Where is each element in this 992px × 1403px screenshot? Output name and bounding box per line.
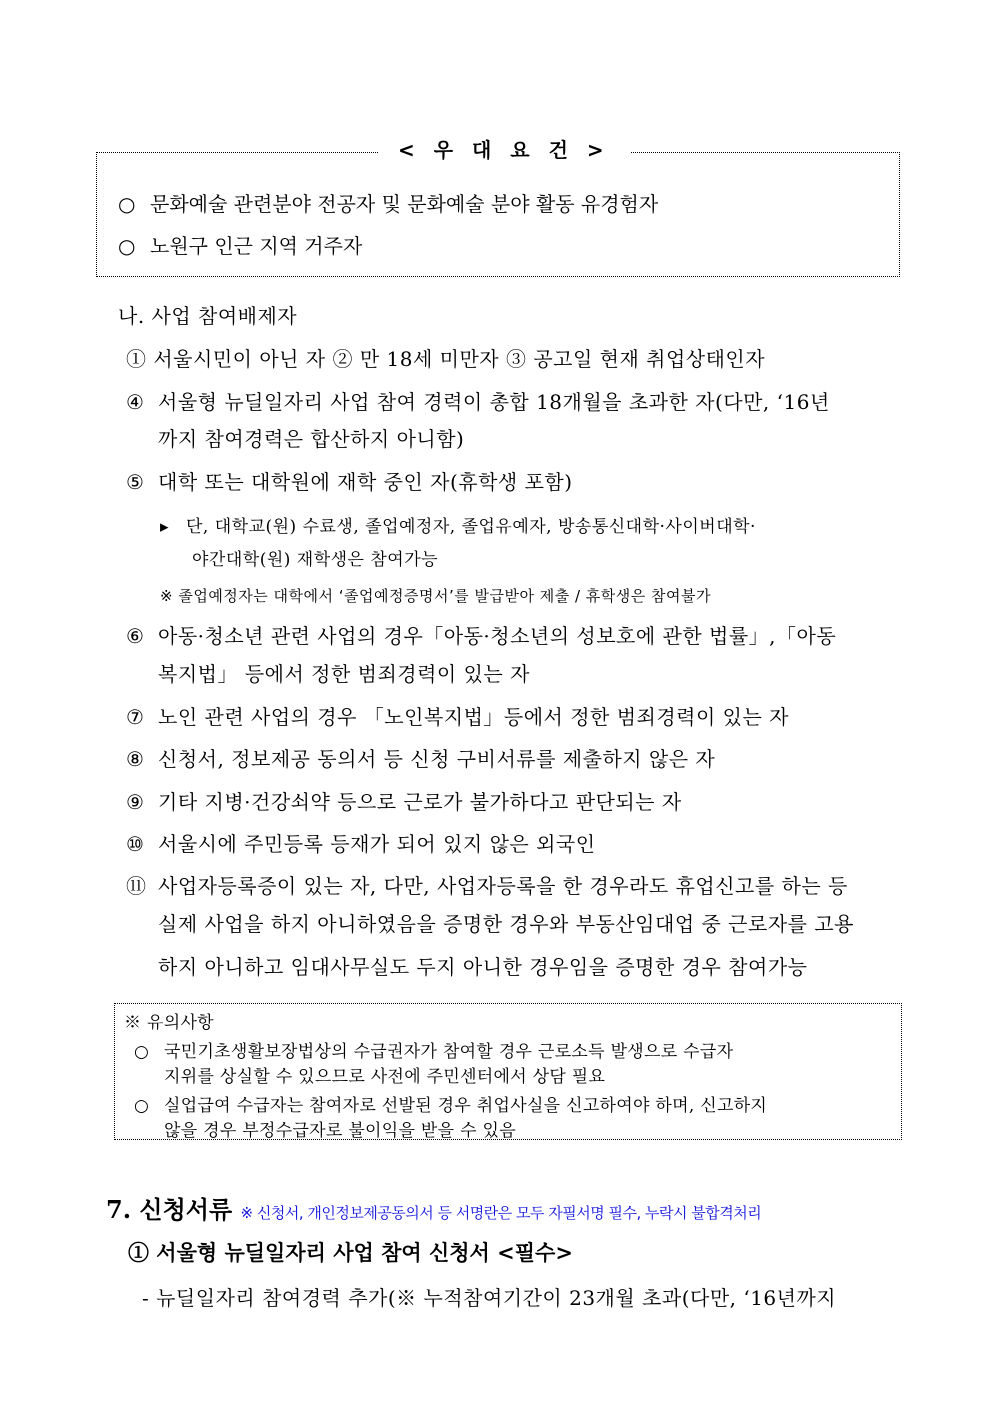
exclusion-item: ⑥ 아동·청소년 관련 사업의 경우「아동·청소년의 성보호에 관한 법률」,「아동 <box>126 624 837 648</box>
required-document-item: ① 서울형 뉴딜일자리 사업 참여 신청서 <필수> <box>128 1240 573 1265</box>
circle-bullet-icon: ○ <box>118 192 136 216</box>
exclusion-item: ⑦ 노인 관련 사업의 경우 「노인복지법」등에서 정한 범죄경력이 있는 자 <box>126 705 789 729</box>
required-document-sub-item: - 뉴딜일자리 참여경력 추가(※ 누적참여기간이 23개월 초과(다만, ‘16년까지 <box>142 1286 837 1310</box>
exclusion-item: ① 서울시민이 아닌 자 ② 만 18세 미만자 ③ 공고일 현재 취업상태인자 <box>126 347 766 371</box>
caution-item: ○ 국민기초생활보장법상의 수급권자가 참여할 경우 근로소득 발생으로 수급자 <box>134 1042 734 1062</box>
exclusion-item: ④ 서울형 뉴딜일자리 사업 참여 경력이 총합 18개월을 초과한 자(다만, ‘16년 <box>126 390 830 414</box>
caution-item-continuation: 지위를 상실할 수 있으므로 사전에 주민센터에서 상담 필요 <box>164 1067 606 1087</box>
circle-bullet-icon: ○ <box>118 234 136 258</box>
exclusion-item-continuation: 하지 아니하고 임대사무실도 두지 아니한 경우임을 증명한 경우 참여가능 <box>158 955 808 979</box>
exclusion-item: ⑩ 서울시에 주민등록 등재가 되어 있지 않은 외국인 <box>126 832 596 856</box>
section-7-heading: 7. 신청서류 ※ 신청서, 개인정보제공동의서 등 서명란은 모두 자필서명 필수, 누락시 불합격처리 <box>106 1195 762 1224</box>
circle-bullet-icon: ○ <box>134 1096 150 1116</box>
exclusion-item-continuation: 복지법」 등에서 정한 범죄경력이 있는 자 <box>158 662 530 686</box>
exclusion-sub-item-continuation: 야간대학(원) 재학생은 참여가능 <box>192 550 439 570</box>
exclusion-sub-item: ▸ 단, 대학교(원) 수료생, 졸업예정자, 졸업유예자, 방송통신대학·사이버대학· <box>160 517 756 537</box>
exclusion-item-continuation: 실제 사업을 하지 아니하였음을 증명한 경우와 부동산임대업 중 근로자를 고용 <box>158 912 854 936</box>
preference-item: ○ 문화예술 관련분야 전공자 및 문화예술 분야 활동 유경험자 <box>118 192 659 216</box>
circle-bullet-icon: ○ <box>134 1042 150 1062</box>
exclusion-item-continuation: 까지 참여경력은 합산하지 아니함) <box>158 427 465 451</box>
exclusion-item: ⑪ 사업자등록증이 있는 자, 다만, 사업자등록을 한 경우라도 휴업신고를 하는 등 <box>126 874 848 898</box>
caution-title: ※ 유의사항 <box>124 1013 214 1033</box>
section-7-note: ※ 신청서, 개인정보제공동의서 등 서명란은 모두 자필서명 필수, 누락시 불합격처리 <box>240 1204 762 1222</box>
exclusion-item: ⑨ 기타 지병·건강쇠약 등으로 근로가 불가하다고 판단되는 자 <box>126 790 682 814</box>
preference-title: < 우 대 요 건 > <box>378 134 630 163</box>
preference-item: ○ 노원구 인근 지역 거주자 <box>118 234 363 258</box>
exclusion-item: ⑤ 대학 또는 대학원에 재학 중인 자(휴학생 포함) <box>126 470 573 494</box>
exclusion-item: ⑧ 신청서, 정보제공 동의서 등 신청 구비서류를 제출하지 않은 자 <box>126 747 716 771</box>
triangle-bullet-icon: ▸ <box>160 517 170 537</box>
section-heading: 나. 사업 참여배제자 <box>118 304 298 328</box>
caution-item-continuation: 않을 경우 부정수급자로 불이익을 받을 수 있음 <box>164 1121 516 1141</box>
caution-item: ○ 실업급여 수급자는 참여자로 선발된 경우 취업사실을 신고하여야 하며, 신고하지 <box>134 1096 768 1116</box>
exclusion-note: ※ 졸업예정자는 대학에서 ‘졸업예정증명서’를 발급받아 제출 / 휴학생은 참여불가 <box>160 587 711 605</box>
